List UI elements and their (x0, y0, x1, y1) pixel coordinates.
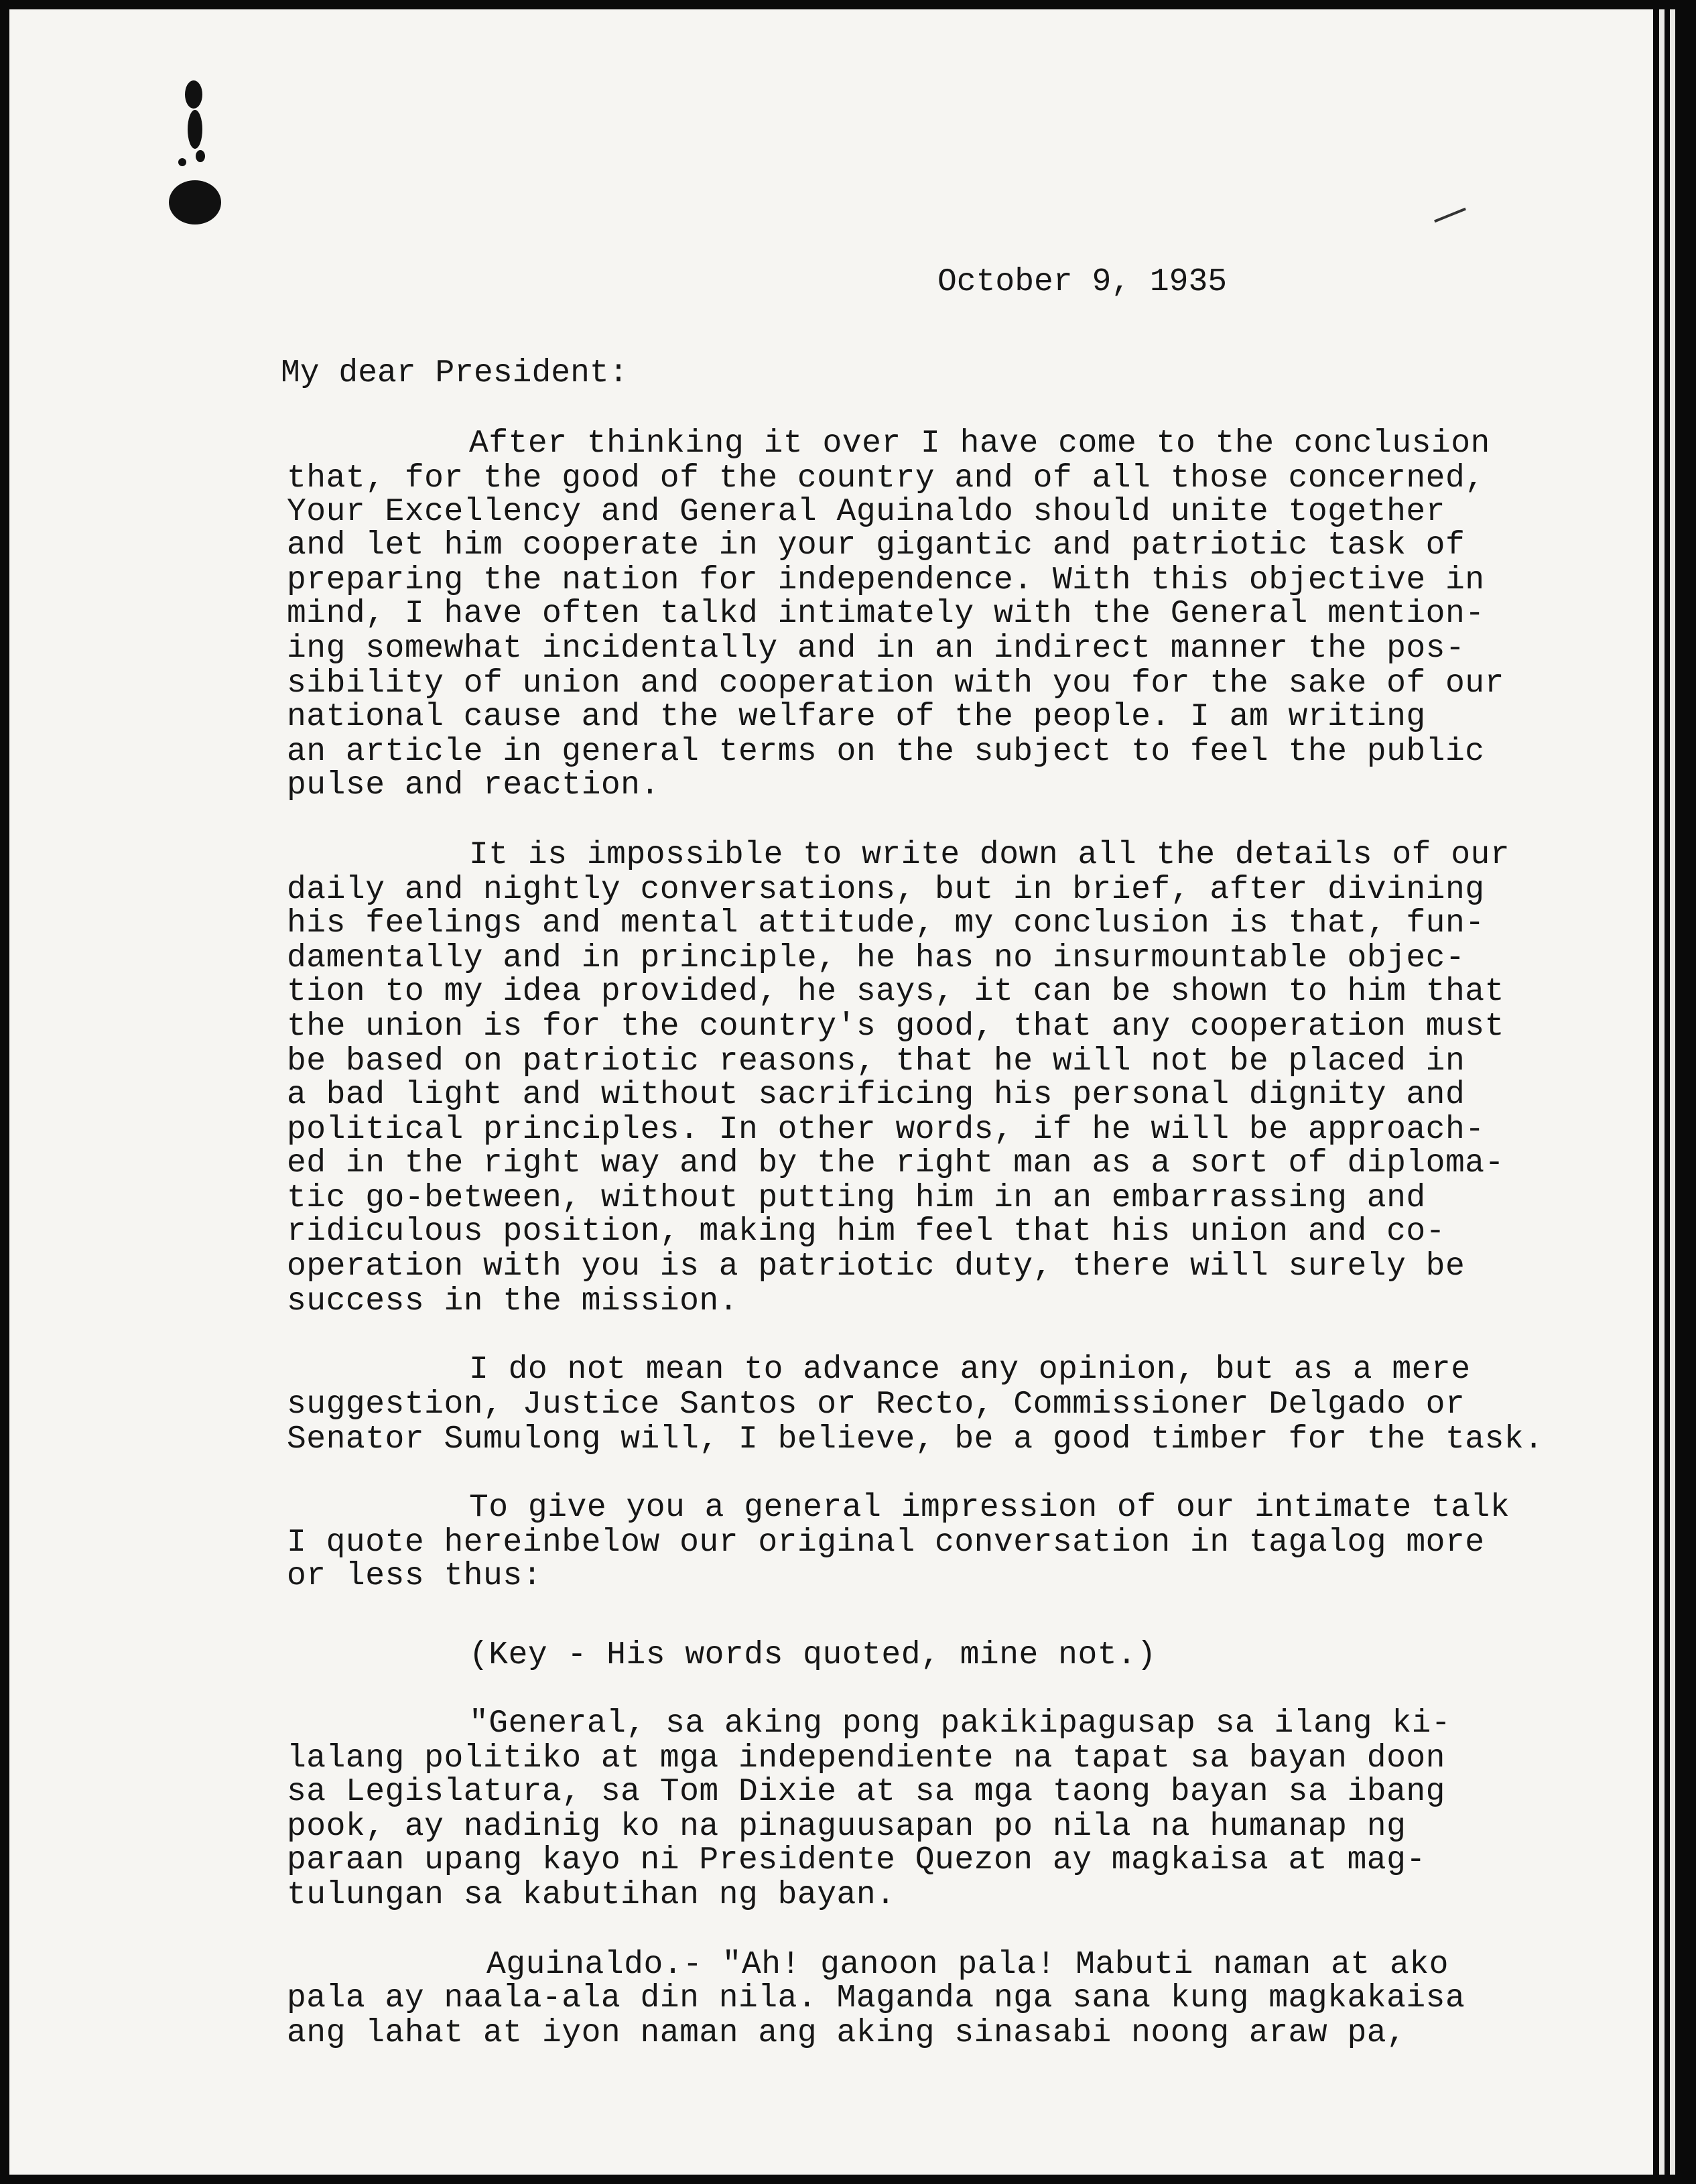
ink-blot (185, 80, 202, 109)
body-line: suggestion, Justice Santos or Recto, Commissioner Delgado or (287, 1387, 1465, 1423)
body-line: Your Excellency and General Aguinaldo should unite together (287, 494, 1445, 530)
body-line: tulungan sa kabutihan ng bayan. (287, 1877, 896, 1913)
ink-blot (196, 150, 205, 162)
body-line: ed in the right way and by the right man as a sort of diploma- (287, 1145, 1504, 1181)
body-line: his feelings and mental attitude, my conclusion is that, fun- (287, 905, 1485, 942)
body-line: It is impossible to write down all the details of our (469, 837, 1510, 873)
body-line: To give you a general impression of our intimate talk (469, 1490, 1510, 1526)
body-line: "General, sa aking pong pakikipagusap sa ilang ki- (469, 1706, 1451, 1742)
body-line: that, for the good of the country and of all those concerned, (287, 460, 1485, 497)
body-line: damentally and in principle, he has no insurmountable objec- (287, 940, 1465, 976)
body-line: ridiculous position, making him feel that his union and co- (287, 1214, 1445, 1250)
letter-date: October 9, 1935 (937, 264, 1228, 300)
letter-page (9, 9, 1653, 2175)
body-line: Senator Sumulong will, I believe, be a good timber for the task. (287, 1421, 1544, 1458)
body-line: After thinking it over I have come to the conclusion (469, 426, 1490, 462)
body-line: I do not mean to advance any opinion, but as a mere (469, 1352, 1471, 1388)
body-line: Aguinaldo.- "Ah! ganoon pala! Mabuti naman at ako (486, 1947, 1449, 1983)
page-edge (1659, 9, 1665, 2175)
body-line: ang lahat at iyon naman ang aking sinasabi noong araw pa, (287, 2015, 1407, 2051)
body-line: or less thus: (287, 1558, 542, 1594)
pen-mark (1434, 208, 1466, 222)
body-line: lalang politiko at mga independiente na tapat sa bayan doon (287, 1740, 1445, 1777)
body-line: the union is for the country's good, that any cooperation must (287, 1009, 1504, 1045)
body-line: pook, ay nadinig ko na pinaguusapan po nila na humanap ng (287, 1809, 1407, 1845)
body-line: sa Legislatura, sa Tom Dixie at sa mga taong bayan sa ibang (287, 1774, 1445, 1810)
body-line: an article in general terms on the subject to feel the public (287, 734, 1485, 770)
body-line: I quote hereinbelow our original conversation in tagalog more (287, 1525, 1485, 1561)
body-line: preparing the nation for independence. With this objective in (287, 562, 1485, 598)
body-line: ing somewhat incidentally and in an indirect manner the pos- (287, 631, 1465, 667)
body-line: mind, I have often talkd intimately with the General mention- (287, 596, 1485, 632)
page-edge (1670, 9, 1675, 2175)
body-line: be based on patriotic reasons, that he will not be placed in (287, 1043, 1465, 1080)
body-line: sibility of union and cooperation with you for the sake of our (287, 665, 1504, 702)
body-line: success in the mission. (287, 1283, 739, 1320)
ink-blot (169, 180, 221, 224)
body-line: and let him cooperate in your gigantic and patriotic task of (287, 527, 1465, 564)
body-line: national cause and the welfare of the people. I am writing (287, 699, 1426, 735)
body-line: tion to my idea provided, he says, it can be shown to him that (287, 974, 1504, 1010)
ink-blot (178, 158, 186, 166)
body-line: political principles. In other words, if he will be approach- (287, 1112, 1485, 1148)
body-line: pala ay naala-ala din nila. Maganda nga sana kung magkakaisa (287, 1980, 1465, 2016)
body-line: tic go-between, without putting him in an embarrassing and (287, 1180, 1426, 1216)
body-line: a bad light and without sacrificing his personal dignity and (287, 1077, 1465, 1113)
body-line: paraan upang kayo ni Presidente Quezon ay magkaisa at mag- (287, 1842, 1426, 1878)
body-line: operation with you is a patriotic duty, there will surely be (287, 1248, 1465, 1285)
body-line: daily and nightly conversations, but in brief, after divining (287, 872, 1485, 908)
ink-blot (188, 110, 202, 149)
body-line: (Key - His words quoted, mine not.) (469, 1637, 1157, 1673)
letter-salutation: My dear President: (281, 355, 629, 391)
body-line: pulse and reaction. (287, 767, 660, 804)
